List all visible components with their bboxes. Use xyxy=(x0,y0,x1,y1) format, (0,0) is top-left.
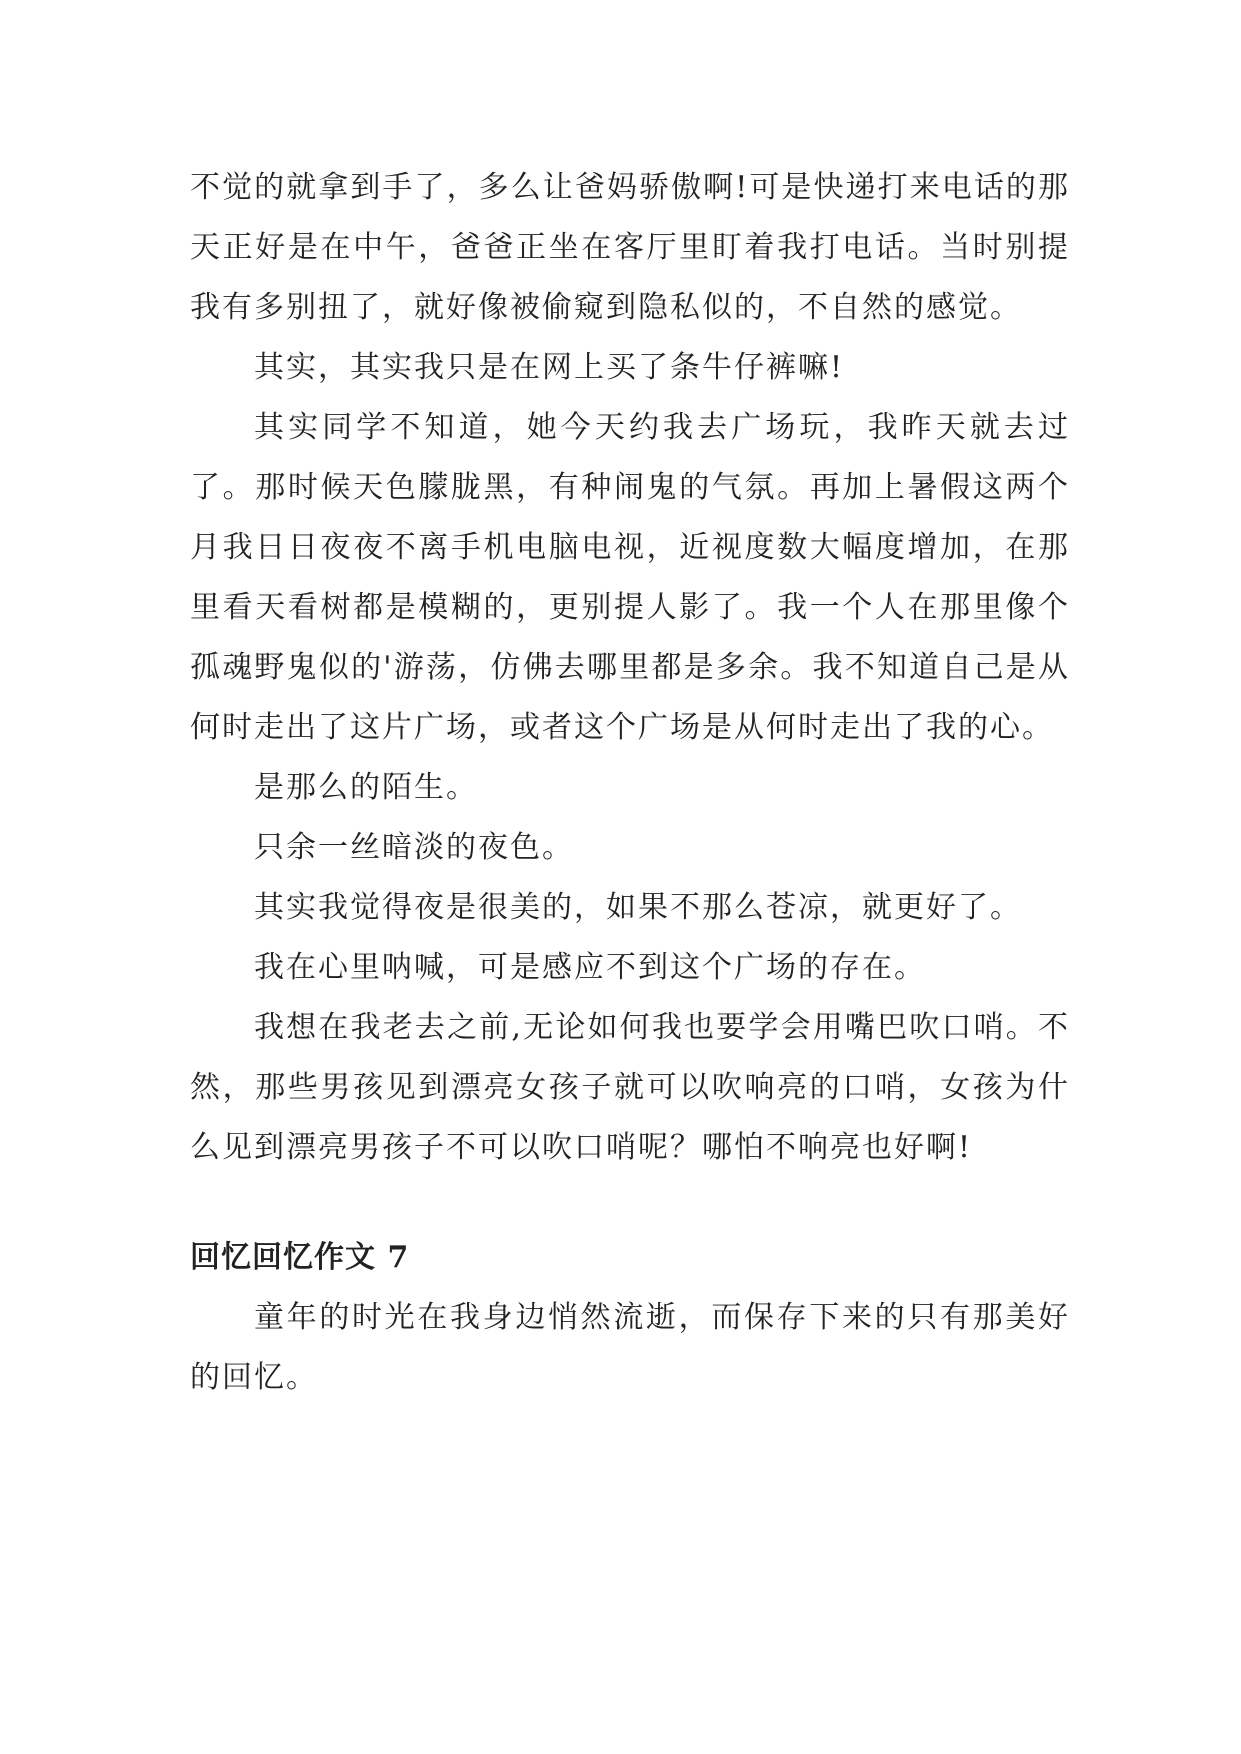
paragraph: 是那么的陌生。 xyxy=(254,770,478,805)
section-spacer xyxy=(190,1178,1070,1228)
paragraph: 其实我觉得夜是很美的，如果不那么苍凉，就更好了。 xyxy=(254,890,1022,925)
paragraph-continued: 不觉的就拿到手了，多么让爸妈骄傲啊!可是快递打来电话的那天正好是在中午，爸爸正坐在客厅里盯着我打电话。当时别提我有多别扭了，就好像被偷窥到隐私似的，不自然的感觉。 xyxy=(190,170,1070,325)
paragraph: 其实，其实我只是在网上买了条牛仔裤嘛! xyxy=(254,350,845,385)
section-title: 回忆回忆作文 7 xyxy=(190,1240,410,1275)
document-body xyxy=(190,158,1070,1408)
paragraph: 我想在我老去之前,无论如何我也要学会用嘴巴吹口哨。不然，那些男孩见到漂亮女孩子就可以吹响亮的口哨，女孩为什么见到漂亮男孩子不可以吹口哨呢？哪怕不响亮也好啊! xyxy=(190,1010,1070,1165)
paragraph: 其实同学不知道，她今天约我去广场玩，我昨天就去过了。那时候天色朦胧黑，有种闹鬼的气氛。再加上暑假这两个月我日日夜夜不离手机电脑电视，近视度数大幅度增加，在那里看天看树都是模糊的，更别提人影了。我一个人在那里像个孤魂野鬼似的'游荡，仿佛去哪里都是多余。我不知道自己是从何时走出了这片广场，或者这个广场是从何时走出了我的心。 xyxy=(190,410,1070,745)
paragraph: 我在心里呐喊，可是感应不到这个广场的存在。 xyxy=(254,950,926,985)
paragraph: 童年的时光在我身边悄然流逝，而保存下来的只有那美好的回忆。 xyxy=(190,1300,1070,1395)
paragraph: 只余一丝暗淡的夜色。 xyxy=(254,830,574,865)
